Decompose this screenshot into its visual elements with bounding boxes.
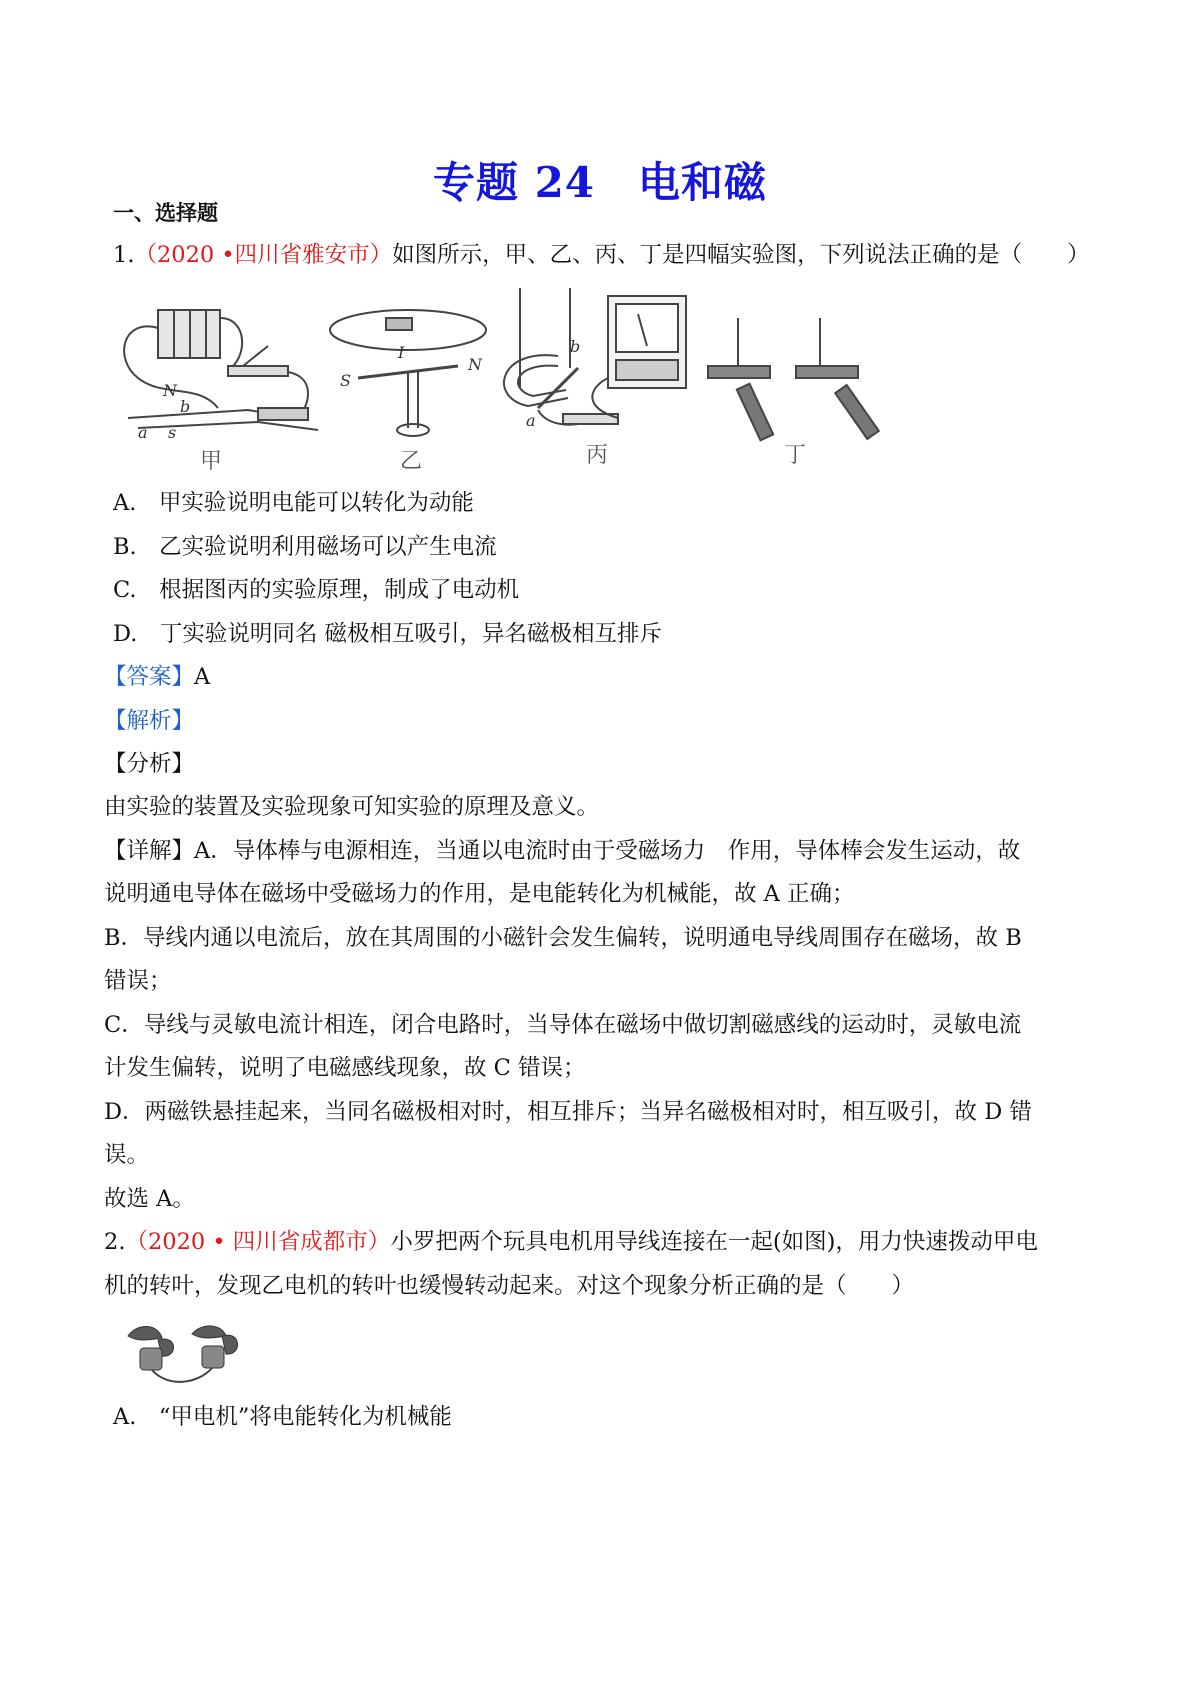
page-title: 专题 24 电和磁 — [432, 158, 768, 207]
q2-option-a: A. “甲电机”将电能转化为机械能 — [113, 1404, 452, 1430]
detail-line: 误。 — [104, 1142, 150, 1168]
figure-mark-a: a — [138, 423, 148, 442]
figure-label-yi: 乙 — [400, 449, 423, 474]
figure-mark-a2: a — [526, 411, 536, 430]
figure-label-jia: 甲 — [200, 449, 223, 474]
figure-mark-N2: N — [468, 355, 482, 374]
q1-figure-drawing — [108, 288, 928, 478]
detail-line: B．导线内通以电流后，放在其周围的小磁针会发生偏转，说明通电导线周围存在磁场，故 B — [104, 925, 1022, 951]
answer-value: A — [194, 664, 211, 690]
figure-yi-apparatus — [330, 310, 486, 436]
q1-stem-text: 如图所示，甲、乙、丙、丁是四幅实验图，下列说法正确的是（ ） — [392, 242, 1090, 268]
figure-mark-b2: b — [570, 337, 581, 356]
figure-label-ding: 丁 — [784, 443, 807, 468]
figure-mark-S2: S — [340, 371, 351, 390]
q1-answer — [104, 662, 210, 692]
q2-stem-line-2: 机的转叶，发现乙电机的转叶也缓慢转动起来。对这个现象分析正确的是（ ） — [104, 1273, 915, 1299]
figure-jia-apparatus — [124, 310, 318, 430]
figure-mark-b: b — [180, 397, 191, 416]
q2-number: 2. — [104, 1229, 126, 1255]
detail-line: C．导线与灵敏电流计相连，闭合电路时，当导体在磁场中做切割磁感线的运动时，灵敏电流 — [104, 1012, 1022, 1038]
figure-mark-s: s — [168, 423, 177, 442]
detail-line: D．两磁铁悬挂起来，当同名磁极相对时，相互排斥；当异名磁极相对时，相互吸引，故 D 错 — [104, 1099, 1032, 1125]
q1-figure — [108, 288, 928, 478]
answer-tag: 【答案】 — [104, 664, 195, 690]
q2-stem — [104, 1227, 1038, 1257]
figure-bing-apparatus — [504, 288, 686, 425]
figure-ding-apparatus — [708, 318, 879, 440]
q1-number: 1. — [113, 242, 135, 268]
figure-mark-I: I — [398, 343, 405, 362]
q1-source: （2020 •四川省雅安市） — [134, 242, 393, 268]
fenxi-tag: 【分析】 — [104, 751, 195, 777]
analysis-tag: 【解析】 — [104, 708, 195, 734]
q1-option-d: D. 丁实验说明同名 磁极相互吸引，异名磁极相互排斥 — [113, 621, 663, 647]
q1-option-b: B. 乙实验说明利用磁场可以产生电流 — [113, 534, 497, 560]
q1-option-c: C. 根据图丙的实验原理，制成了电动机 — [113, 577, 520, 603]
q2-figure — [118, 1318, 248, 1388]
fenxi-text: 由实验的装置及实验现象可知实验的原理及意义。 — [104, 794, 600, 820]
detail-line: 计发生偏转，说明了电磁感线现象，故 C 错误； — [104, 1055, 586, 1081]
q2-stem-line-1: 小罗把两个玩具电机用导线连接在一起(如图)，用力快速拨动甲电 — [390, 1229, 1038, 1255]
q1-stem — [113, 240, 1090, 270]
motors-drawing — [118, 1318, 248, 1388]
detail-line: 故选 A。 — [104, 1186, 195, 1212]
figure-mark-N: N — [163, 381, 177, 400]
figure-label-bing: 丙 — [586, 443, 609, 468]
section-heading: 一、选择题 — [113, 200, 218, 225]
q1-option-a: A. 甲实验说明电能可以转化为动能 — [113, 490, 474, 516]
q2-source: （2020 • 四川省成都市） — [125, 1229, 391, 1255]
detail-line: 错误； — [104, 968, 172, 994]
detail-line: 说明通电导体在磁场中受磁场力的作用，是电能转化为机械能，故 A 正确； — [104, 881, 855, 907]
detail-line: 【详解】A．导体棒与电源相连，当通以电流时由于受磁场力 作用，导体棒会发生运动，故 — [104, 838, 1021, 864]
